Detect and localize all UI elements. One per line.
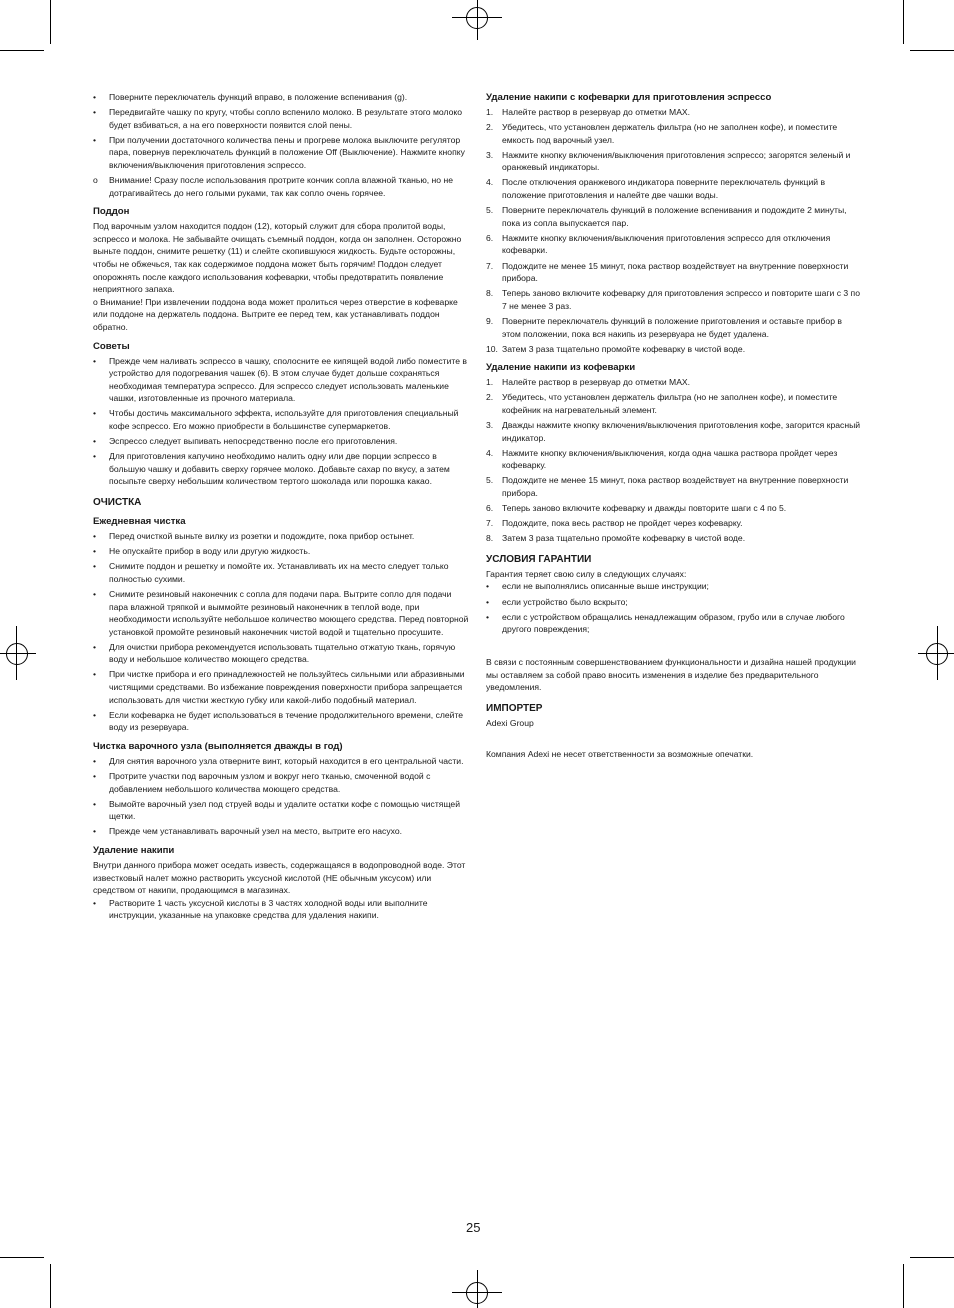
list-item: 6. Нажмите кнопку включения/выключения приготовления эспрессо для отключения кофеварки. — [486, 232, 831, 256]
list-item: 7. Подождите не менее 15 минут, пока раствор воздействует на внутренние поверхности прибора. — [486, 260, 849, 284]
list-item: • При получении достаточного количества пены и прогреве молока выключите регулятор пара, повернув переключатель функций в положение Off (Выключение). Нажмите кнопку включения/выключения приготовления эспрессо. — [93, 134, 465, 170]
espresso-descaling-steps — [486, 106, 862, 355]
list-item: • Если кофеварка не будет использоваться в течение продолжительного времени, слейте воду из резервуара. — [93, 709, 464, 733]
tray-warning: o Внимание! При извлечении поддона вода может пролиться через отверстие в кофеварке или поддоне на держатель поддона. Вытрите ее перед тем, как устанавливать поддон обратно. — [93, 296, 458, 332]
subheading-coffee-descaling: Удаление накипи из кофеварки — [486, 362, 636, 374]
warranty-paragraph: В связи с постоянным совершенствованием функциональности и дизайна нашей продукции мы оставляем за собой право вносить изменения в изделие без предварительного уведомления. — [486, 657, 856, 693]
list-item: 4. Нажмите кнопку включения/выключения, когда одна чашка раствора пройдет через кофеварку. — [486, 447, 838, 471]
list-item: • Для снятия варочного узла отверните винт, который находится в его центральной части. — [93, 755, 464, 766]
section-heading-importer: ИМПОРТЕР — [486, 703, 543, 715]
warning-note: o Внимание! Сразу после использования протрите кончик сопла влажной тканью, но не дотрагивайтесь до него голыми руками, так как сопло очень горячее. — [93, 175, 453, 198]
list-item: • Растворите 1 часть уксусной кислоты в 3 частях холодной воды или выполните инструкции, указанные на упаковке средства для удаления накипи. — [93, 897, 428, 921]
crop-mark — [0, 1257, 44, 1258]
list-item: 5. Поверните переключатель функций в положение вспенивания и подождите 2 минуты, пока из сопла выпускается пар. — [486, 205, 847, 228]
subheading-daily-cleaning: Ежедневная чистка — [93, 516, 186, 528]
crop-mark — [910, 1257, 954, 1258]
crop-mark — [50, 1264, 51, 1308]
subheading-brew-unit: Чистка варочного узла (выполняется дважды в год) — [93, 740, 343, 752]
subheading-espresso-descaling: Удаление накипи с кофеварки для приготовления эспрессо — [486, 92, 772, 103]
list-item: • Не опускайте прибор в воду или другую жидкость. — [93, 546, 311, 557]
warranty-list — [486, 580, 862, 635]
list-item: • Перед очисткой выньте вилку из розетки и подождите, пока прибор остынет. — [93, 531, 415, 542]
list-item: • Прежде чем устанавливать варочный узел на место, вытрите его насухо. — [93, 826, 402, 837]
list-item: 1. Налейте раствор в резервуар до отметки MAX. — [486, 377, 691, 388]
section-heading-tips: Советы — [93, 340, 130, 352]
list-item: • Протрите участки под варочным узлом и вокруг него тканью, смоченной водой с добавлением небольшого количества моющего средства. — [93, 771, 431, 794]
list-item: 2. Убедитесь, что установлен держатель фильтра (но не заполнен кофе), и поместите кофейник на нагревательный элемент. — [486, 392, 838, 415]
section-heading-tray: Поддон — [93, 206, 130, 218]
daily-cleaning-list — [93, 530, 469, 734]
section-heading-warranty: УСЛОВИЯ ГАРАНТИИ — [486, 553, 592, 565]
list-item: • Снимите поддон и решетку и помойте их. Устанавливать их на место следует только полностью сухими. — [93, 561, 449, 584]
descaling-paragraph: Внутри данного прибора может оседать известь, содержащаяся в водопроводной воде. Этот известковый налет можно растворить уксусной кислотой (НЕ обычным уксусом) или средством от накипи, продающимся в магазинах. — [93, 860, 466, 896]
list-item: • Снимите резиновый наконечник с сопла для подачи пара. Вытрите сопло для подачи пара влажной тряпкой и выммойте резиновый наконечник в теплой воде, при необходимости используйте небольшое количество моющего средства. Перед повторной установкой промойте резиновый наконечник чистой водой и тщательно просушите. — [93, 588, 469, 637]
crop-mark — [903, 0, 904, 44]
intro-bullet-list — [93, 91, 469, 199]
list-item: 6. Теперь заново включите кофеварку и дважды повторите шаги с 4 по 5. — [486, 503, 787, 514]
list-item: • если не выполнялись описанные выше инструкции; — [486, 581, 709, 592]
list-item: • если с устройством обращались ненадлежащим образом, грубо или в случае любого другого повреждения; — [486, 611, 845, 635]
subheading-descaling: Удаление накипи — [93, 845, 175, 856]
list-item: • Поверните переключатель функций вправо, в положение вспенивания (g). — [93, 92, 408, 102]
list-item: • Чтобы достичь максимального эффекта, используйте для приготовления специальный кофе эспрессо. Его можно приобрести в большинстве супермаркетов. — [93, 408, 459, 432]
coffee-descaling-steps — [486, 376, 862, 545]
brew-unit-list — [93, 755, 469, 838]
list-item: • Для очистки прибора рекомендуется использовать тщательно отжатую ткань, горячую воду и небольшое количество моющего средства. — [93, 641, 456, 665]
list-item: 2. Убедитесь, что установлен держатель фильтра (но не заполнен кофе), и поместите емкость под варочный узел. — [486, 122, 838, 145]
list-item: 5. Подождите не менее 15 минут, пока раствор воздействует на внутренние поверхности прибора. — [486, 475, 849, 498]
list-item: 3. Нажмите кнопку включения/выключения приготовления эспрессо; загорятся зеленый и оранжевый индикаторы. — [486, 149, 851, 173]
tips-list — [93, 355, 469, 488]
list-item: • если устройство было вскрыто; — [486, 596, 628, 607]
list-item: 7. Подождите, пока весь раствор не пройдет через кофеварку. — [486, 518, 743, 529]
list-item: • Для приготовления капучино необходимо налить одну или две порции эспрессо в большую чашку и добавить сверху горячее молоко. Добавьте сахар по вкусу, а затем посыпьте сверху небольшим количеством тертого шоколада или порошка какао. — [93, 451, 450, 487]
left-column — [93, 91, 469, 924]
list-item: • Эспрессо следует выпивать непосредственно после его приготовления. — [93, 436, 398, 447]
list-item: 4. После отключения оранжевого индикатора поверните переключатель функций в положение приготовления и налейте две чашки воды. — [486, 177, 826, 201]
list-item: • Передвигайте чашку по кругу, чтобы сопло вспенило молоко. В результате этого молоко будет взбиваться, а на его поверхности появится слой пены. — [93, 107, 462, 130]
list-item: • Прежде чем наливать эспрессо в чашку, сполосните ее кипящей водой либо поместите в устройство для подогревания чашек (6). В этом случае будет дольше сохраняться необходимая температура эспрессо. Для эспрессо следует использовать маленькие чашки, изготовленные из прочного материала. — [93, 355, 467, 404]
crop-mark — [903, 1264, 904, 1308]
right-column — [486, 91, 862, 760]
list-item: • При чистке прибора и его принадлежностей не пользуйтесь сильными или абразивными чистящими средствами. Во избежание повреждения поверхности прибора запрещается использовать для чистки жесткую губку или какой-либо подобный материал. — [93, 669, 465, 705]
crop-mark — [910, 50, 954, 51]
list-item: 9. Поверните переключатель функций в положение приготовления и оставьте прибор в этом положении, пока вся накипь из резервуара не будет удалена. — [486, 315, 842, 339]
crop-mark — [0, 50, 44, 51]
list-item: 3. Дважды нажмите кнопку включения/выключения приготовления кофе, загорится красный индикатор. — [486, 419, 861, 443]
list-item: 8. Теперь заново включите кофеварку для приготовления эспрессо и повторите шаги с 3 по 7 не менее 3 раз. — [486, 288, 860, 311]
crop-mark — [50, 0, 51, 44]
list-item: • Вымойте варочный узел под струей воды и удалите остатки кофе с помощью чистящей щетки. — [93, 798, 460, 822]
page-number: 25 — [466, 1220, 481, 1235]
section-heading-cleaning: ОЧИСТКА — [93, 497, 142, 509]
importer-name: Adexi Group — [486, 718, 534, 729]
disclaimer-text: Компания Adexi не несет ответственности за возможные опечатки. — [486, 748, 754, 759]
tray-paragraph: Под варочным узлом находится поддон (12), который служит для сбора пролитой воды, эспрессо и молока. Не забывайте очищать съемный поддон, когда он заполнен. Осторожно выньте поддон, снимите решетку (11) и слейте скопившуюся жидкость. Будьте осторожны, чтобы не обжечься, так как содержимое поддона может быть горячим! Поддон следует опорожнять после каждого использования кофеварки, чтобы предотвратить появление неприятного запаха. — [93, 221, 462, 295]
warranty-intro: Гарантия теряет свою силу в следующих случаях: — [486, 568, 687, 579]
list-item: 8. Затем 3 раза тщательно промойте кофеварку в чистой воде. — [486, 533, 746, 544]
list-item: 1. Налейте раствор в резервуар до отметки MAX. — [486, 107, 691, 117]
list-item: 10. Затем 3 раза тщательно промойте кофеварку в чистой воде. — [486, 343, 746, 354]
